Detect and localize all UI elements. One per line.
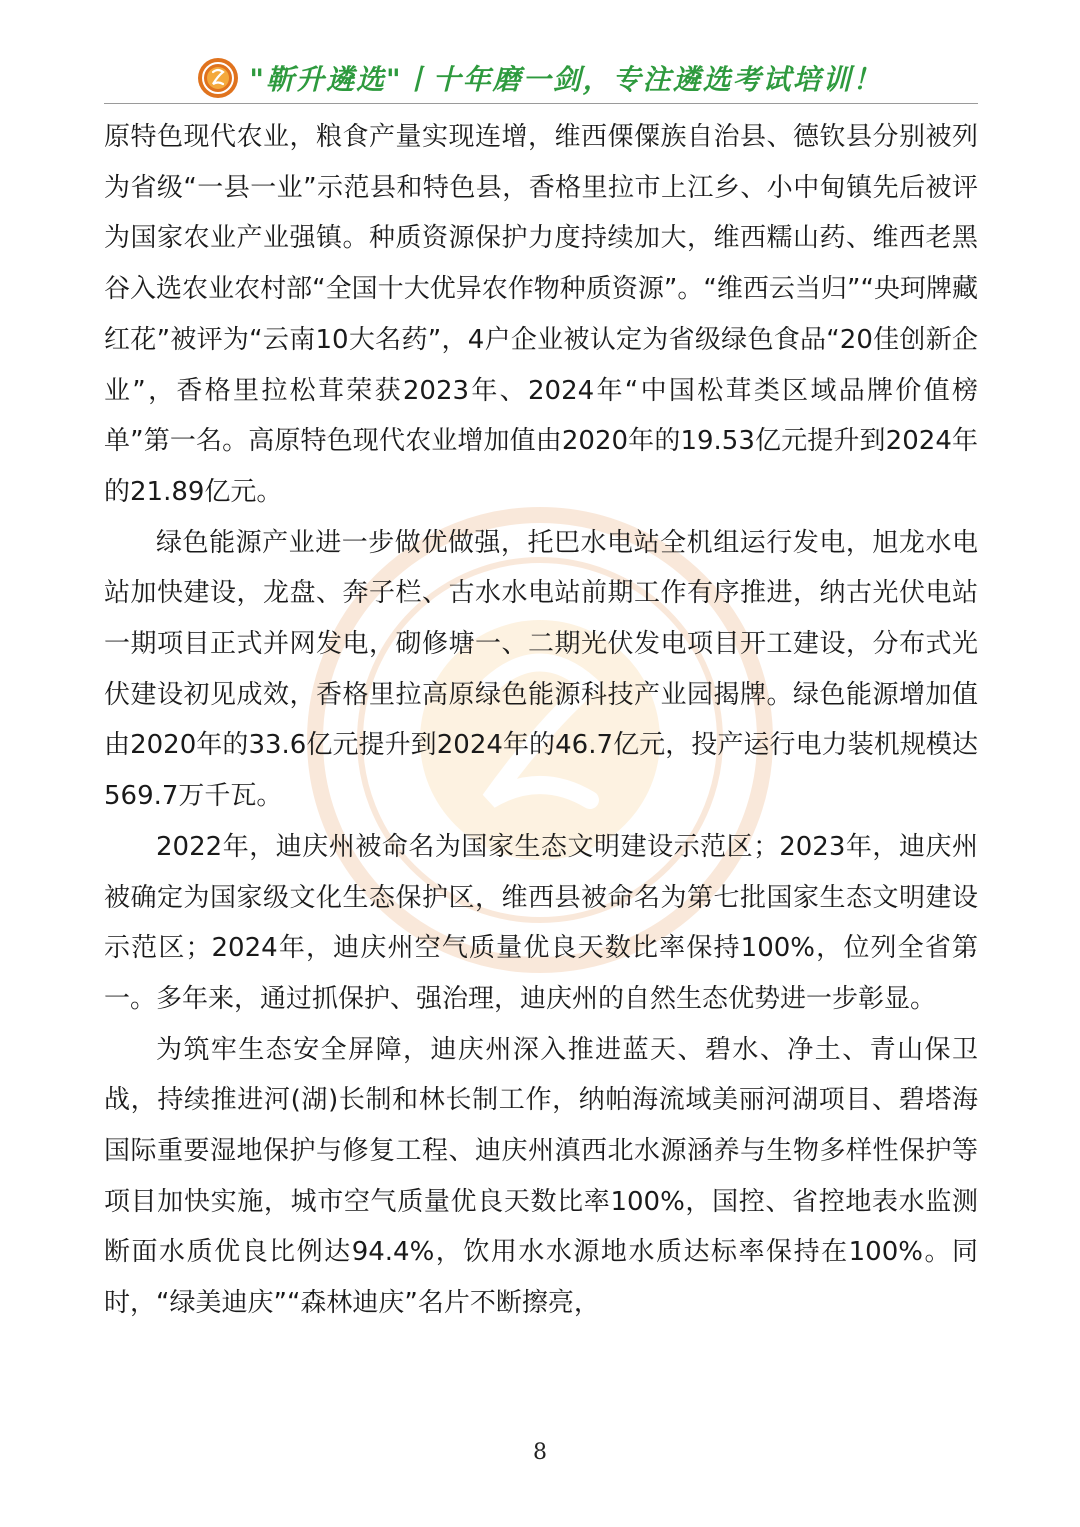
paragraph-ecological-security: 为筑牢生态安全屏障，迪庆州深入推进蓝天、碧水、净土、青山保卫战，持续推进河(湖)长制和林长制工作，纳帕海流域美丽河湖项目、碧塔海国际重要湿地保护与修复工程、迪庆州滇西北水源涵养与生物多样性保护等项目加快实施，城市空气质量优良天数比率100%，国控、省控地表水监测断面水质优良比例达94.4%，饮用水水源地水质达标率保持在100%。同时，“绿美迪庆”“森林迪庆”名片不断擦亮， [104,1034,978,1319]
header-brand [197,57,882,99]
emblem-logo-icon [197,57,239,99]
paragraph-agriculture-continued: 原特色现代农业，粮食产量实现连增，维西傈僳族自治县、德钦县分别被列为省级“一县一业”示范县和特色县，香格里拉市上江乡、小中甸镇先后被评为国家农业产业强镇。种质资源保护力度持续加大，维西糯山药、维西老黑谷入选农业农村部“全国十大优异农作物种质资源”。“维西云当归”“央珂牌藏红花”被评为“云南10大名药”，4户企业被认定为省级绿色食品“20佳创新企业”，香格里拉松茸荣获2023年、2024年“中国松茸类区域品牌价值榜单”第一名。高原特色现代农业增加值由2020年的19.53亿元提升到2024年的21.89亿元。 [104,122,978,507]
header-divider [104,103,978,104]
paragraph-ecological-civilization: 2022年，迪庆州被命名为国家生态文明建设示范区；2023年，迪庆州被确定为国家级文化生态保护区，维西县被命名为第七批国家生态文明建设示范区；2024年，迪庆州空气质量优良天数比率保持100%，位列全省第一。多年来，通过抓保护、强治理，迪庆州的自然生态优势进一步彰显。 [104,831,978,1014]
page-header [0,52,1080,104]
paragraph-green-energy: 绿色能源产业进一步做优做强，托巴水电站全机组运行发电，旭龙水电站加快建设，龙盘、奔子栏、古水水电站前期工作有序推进，纳古光伏电站一期项目正式并网发电，砌修塘一、二期光伏发电项目开工建设，分布式光伏建设初见成效，香格里拉高原绿色能源科技产业园揭牌。绿色能源增加值由2020年的33.6亿元提升到2024年的46.7亿元，投产运行电力装机规模达569.7万千瓦。 [104,527,978,812]
header-slogan: "靳升遴选"丨十年磨一剑，专注遴选考试培训！ [249,63,883,96]
article-body [104,112,978,1329]
page-number: 8 [533,1440,547,1465]
